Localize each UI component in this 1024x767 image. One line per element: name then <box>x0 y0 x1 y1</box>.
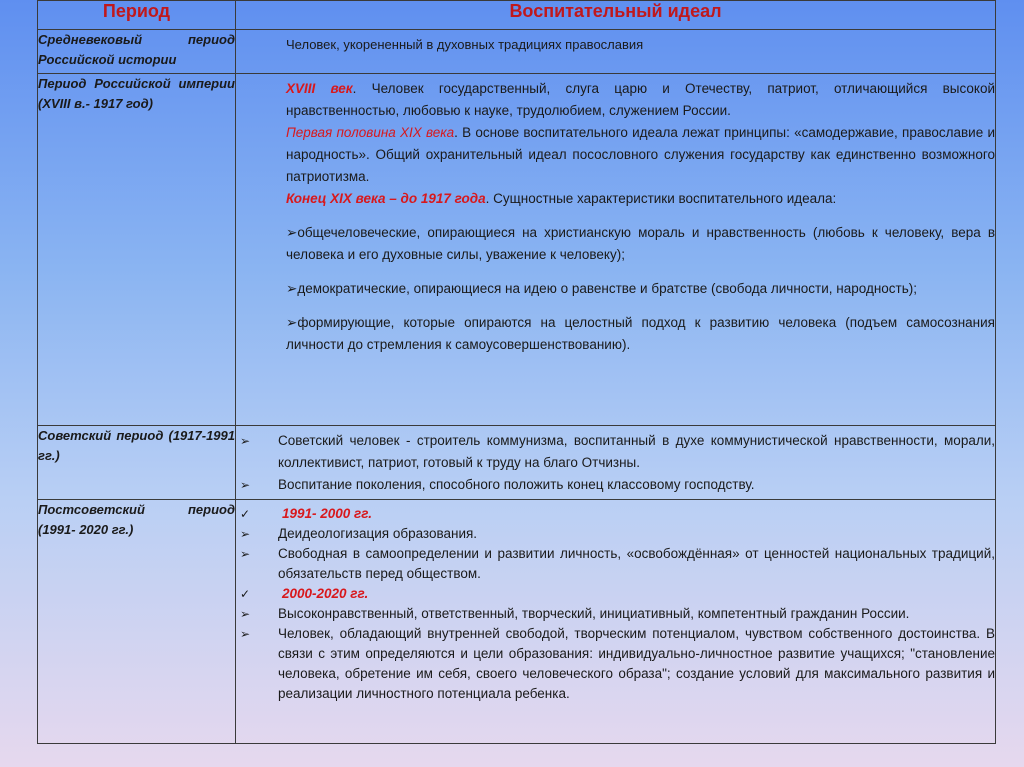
empire-early-19th: Первая половина XIX века. В основе воспитательного идеала лежат принципы: «самодержавие, православие и народность». Общий охранительный идеал посословного служения государству как единственно возможного патриотизма. <box>286 125 995 184</box>
ideal-empire <box>236 74 996 426</box>
education-ideal-table <box>37 0 996 744</box>
post-soviet-bullet-1: ➢ Деидеологизация образования. <box>236 524 995 544</box>
empire-late-19th-label: Конец XIX века – до 1917 года <box>286 191 486 206</box>
row-soviet <box>38 426 996 500</box>
check-icon: ✓ <box>240 507 251 521</box>
arrow-bullet-icon: ➢ <box>240 478 251 492</box>
post-soviet-years-2: ✓ 2000-2020 гг. <box>236 584 995 604</box>
post-soviet-bullet-3: ➢ Высоконравственный, ответственный, творческий, инициативный, компетентный гражданин России. <box>236 604 995 624</box>
post-soviet-bullet-4: ➢ Человек, обладающий внутренней свободой, творческим потенциалом, чувством собственного достоинства. В связи с этим определяются и цели образования: индивидуально-личностное развитие учащихся; "становление человека, обретение им себя, своего человеческого образа"; создание условий для максимального развития и реализации личностного потенциала ребенка. <box>236 624 995 704</box>
arrow-bullet-icon: ➢ <box>286 315 298 330</box>
empire-bullet-formative: ➢формирующие, которые опираются на целостный подход к развитию человека (подъем самосознания личности до стремления к самоусовершенствованию). <box>286 315 995 352</box>
arrow-bullet-icon: ➢ <box>240 434 251 448</box>
post-soviet-bullet-2: ➢ Свободная в самоопределении и развитии личность, «освобождённая» от ценностей национальных традиций, обязательств перед обществом. <box>236 544 995 584</box>
arrow-bullet-icon: ➢ <box>240 627 251 641</box>
ideal-medieval-text: Человек, укорененный в духовных традициях православия <box>286 37 644 52</box>
header-row <box>38 1 996 30</box>
soviet-bullet-2: ➢ Воспитание поколения, способного положить конец классовому господству. <box>236 474 995 496</box>
empire-18th-century: XVIII век. Человек государственный, слуга царю и Отечеству, патриот, отличающийся высокой нравственностью, любовью к науке, трудолюбием, служением России. <box>286 81 995 118</box>
arrow-bullet-icon: ➢ <box>286 281 298 296</box>
empire-early-19th-label: Первая половина XIX века <box>286 125 455 140</box>
empire-late-19th: Конец XIX века – до 1917 года. Сущностные характеристики воспитательного идеала: <box>286 191 837 206</box>
ideal-medieval <box>236 30 996 74</box>
arrow-bullet-icon: ➢ <box>286 225 298 240</box>
ideal-soviet <box>236 426 996 500</box>
row-post-soviet <box>38 500 996 744</box>
arrow-bullet-icon: ➢ <box>240 607 251 621</box>
empire-bullet-democratic: ➢демократические, опирающиеся на идею о равенстве и братстве (свобода личности, народность); <box>286 281 918 296</box>
header-period: Период <box>38 1 236 30</box>
row-medieval <box>38 30 996 74</box>
empire-bullet-humanistic: ➢общечеловеческие, опирающиеся на христианскую мораль и нравственность (любовь к человеку, вера в человека и его духовные силы, уважение к человеку); <box>286 225 995 262</box>
period-post-soviet: Постсоветский период (1991- 2020 гг.) <box>38 500 236 744</box>
post-soviet-years-1: ✓ 1991- 2000 гг. <box>236 504 995 524</box>
arrow-bullet-icon: ➢ <box>240 527 251 541</box>
empire-18th-label: XVIII век <box>286 81 353 96</box>
period-soviet: Советский период (1917-1991 гг.) <box>38 426 236 500</box>
header-ideal: Воспитательный идеал <box>236 1 996 30</box>
arrow-bullet-icon: ➢ <box>240 547 251 561</box>
soviet-bullet-1: ➢ Советский человек - строитель коммунизма, воспитанный в духе коммунистической нравственности, морали, коллективист, патриот, готовый к труду на благо Отчизны. <box>236 430 995 474</box>
check-icon: ✓ <box>240 587 251 601</box>
row-empire <box>38 74 996 426</box>
period-empire: Период Российской империи (XVIII в.- 1917 год) <box>38 74 236 426</box>
period-medieval: Средневековый период Российской истории <box>38 30 236 74</box>
ideal-post-soviet <box>236 500 996 744</box>
